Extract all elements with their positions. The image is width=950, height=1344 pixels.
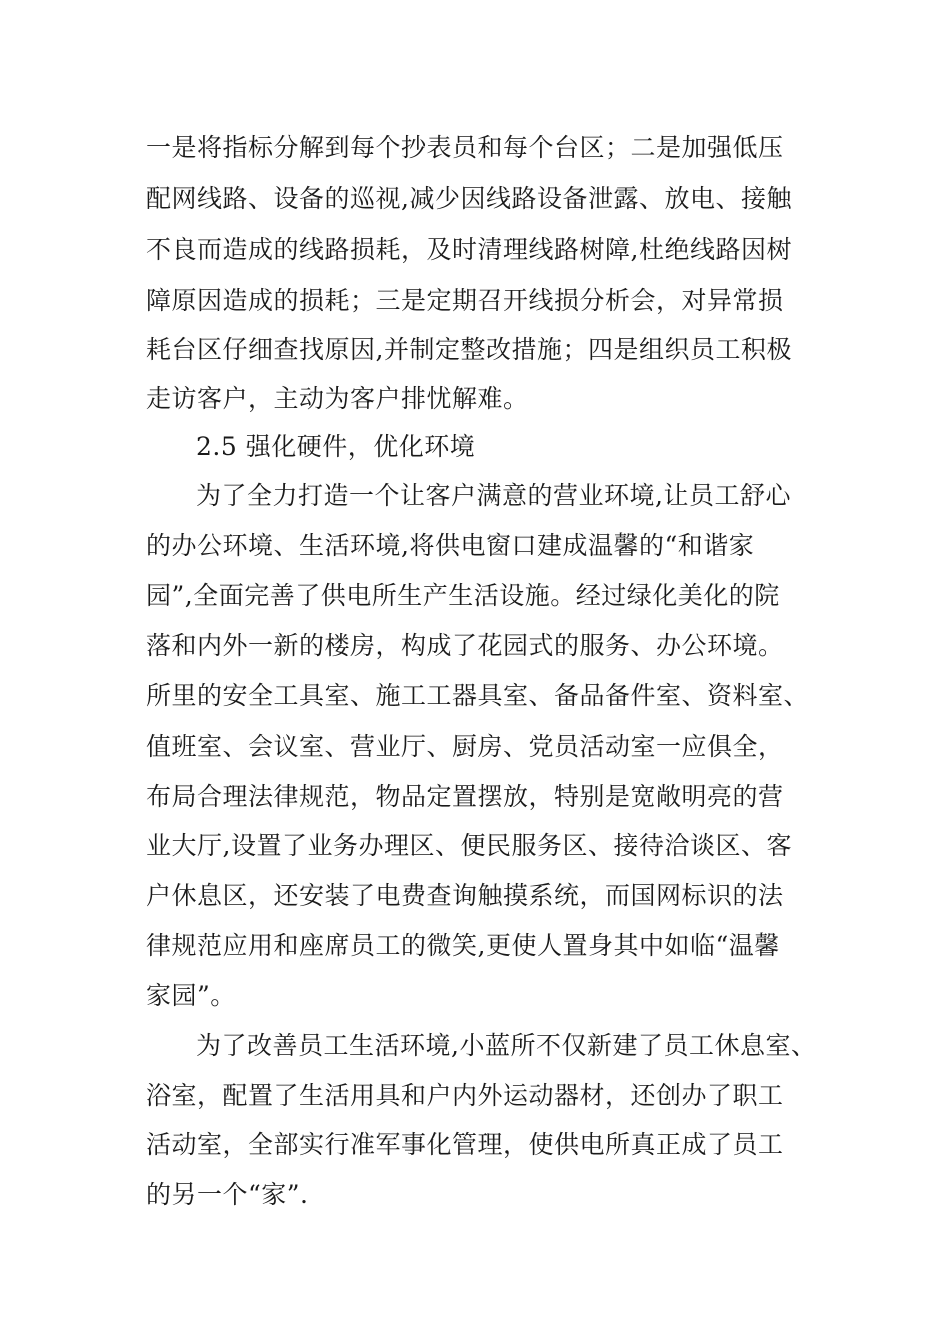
paragraph-line: 浴室，配置了生活用具和户内外运动器材，还创办了职工 [146,1081,784,1110]
paragraph-line: 活动室，全部实行准军事化管理，使供电所真正成了员工 [146,1130,784,1159]
paragraph-line: 布局合理法律规范，物品定置摆放，特别是宽敞明亮的营 [146,782,784,811]
paragraph-line: 园”,全面完善了供电所生产生活设施。经过绿化美化的院 [146,581,780,610]
paragraph-line: 家园”。 [146,981,236,1010]
paragraph-line: 障原因造成的损耗；三是定期召开线损分析会，对异常损 [146,286,784,315]
paragraph-line: 所里的安全工具室、施工工器具室、备品备件室、资料室、 [146,681,810,710]
paragraph-line: 为了改善员工生活环境,小蓝所不仅新建了员工休息室、 [196,1031,817,1060]
paragraph-line: 值班室、会议室、营业厅、厨房、党员活动室一应俱全， [146,732,784,761]
paragraph-line: 耗台区仔细查找原因,并制定整改措施；四是组织员工积极 [146,335,792,364]
paragraph-line: 为了全力打造一个让客户满意的营业环境,让员工舒心 [196,481,791,510]
paragraph-line: 走访客户，主动为客户排忧解难。 [146,384,529,413]
paragraph-line: 的另一个“家”. [146,1180,309,1209]
paragraph-line: 落和内外一新的楼房，构成了花园式的服务、办公环境。 [146,631,784,660]
paragraph-line: 户休息区，还安装了电费查询触摸系统，而国网标识的法 [146,881,784,910]
paragraph-line: 配网线路、设备的巡视,减少因线路设备泄露、放电、接触 [146,184,792,213]
paragraph-line: 一是将指标分解到每个抄表员和每个台区；二是加强低压 [146,133,784,162]
paragraph-line: 不良而造成的线路损耗，及时清理线路树障,杜绝线路因树 [146,235,792,264]
paragraph-line: 律规范应用和座席员工的微笑,更使人置身其中如临“温馨 [146,931,780,960]
paragraph-line: 的办公环境、生活环境,将供电窗口建成温馨的“和谐家 [146,531,755,560]
section-heading: 2.5 强化硬件，优化环境 [196,432,476,461]
paragraph-line: 业大厅,设置了业务办理区、便民服务区、接待洽谈区、客 [146,831,792,860]
